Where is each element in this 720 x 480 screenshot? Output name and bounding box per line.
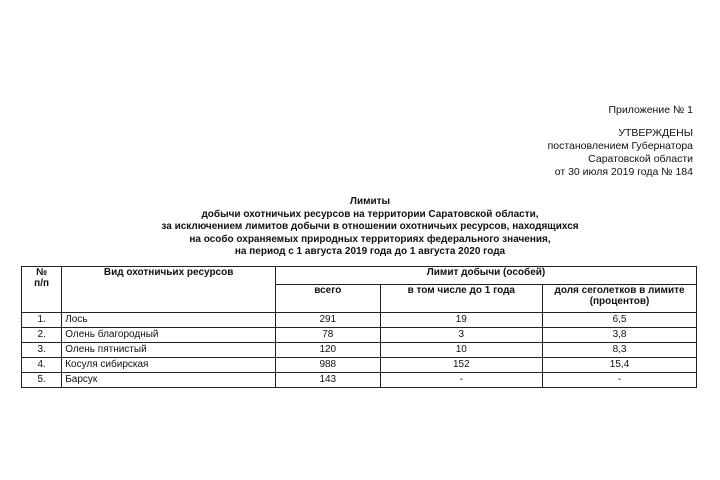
approval-line-date: от 30 июля 2019 года № 184 [554,166,693,178]
row-share: 6,5 [543,313,697,328]
table-row [22,328,697,343]
title-line-3: за исключением лимитов добычи в отношении охотничьих ресурсов, находящихся [161,221,579,232]
row-resource: Олень благородный [62,328,276,343]
appendix-label: Приложение № 1 [608,104,693,116]
row-total: 988 [276,358,381,373]
header-number [22,267,62,313]
row-total: 291 [276,313,381,328]
row-number: 1. [22,313,62,328]
header-limit: Лимит добычи (особей) [276,267,697,285]
table-row [22,343,697,358]
row-under-one-year: 3 [380,328,543,343]
row-number: 5. [22,373,62,388]
row-resource: Косуля сибирская [62,358,276,373]
row-number: 2. [22,328,62,343]
header-number-abbr: п/п [34,278,50,289]
row-share: 15,4 [543,358,697,373]
row-resource: Лось [62,313,276,328]
title-line-1: Лимиты [349,196,391,207]
table-header-row [22,267,697,285]
row-resource: Олень пятнистый [62,343,276,358]
title-line-4: на особо охраняемых природных территориях федерального значения, [189,233,551,245]
approval-line-approved: УТВЕРЖДЕНЫ [618,127,693,139]
approval-stamp [373,127,693,179]
title-line-5: на период с 1 августа 2019 года до 1 августа 2020 года [234,246,506,257]
row-under-one-year: 152 [380,358,543,373]
row-number: 4. [22,358,62,373]
row-number: 3. [22,343,62,358]
row-total: 120 [276,343,381,358]
limits-table [21,266,697,388]
row-under-one-year: - [380,373,543,388]
row-share: 3,8 [543,328,697,343]
row-under-one-year: 19 [380,313,543,328]
row-share: 8,3 [543,343,697,358]
row-resource: Барсук [62,373,276,388]
row-total: 143 [276,373,381,388]
approval-line-decree: постановлением Губернатора [547,140,693,152]
header-resource: Вид охотничьих ресурсов [62,267,276,313]
header-under-one-year: в том числе до 1 года [380,285,543,313]
approval-line-region: Саратовской области [588,153,693,165]
table-row [22,313,697,328]
table-row [22,358,697,373]
row-share: - [543,373,697,388]
row-total: 78 [276,328,381,343]
table-row [22,373,697,388]
header-number-sign: № [36,267,48,278]
title-line-2: добычи охотничьих ресурсов на территории Саратовской области, [201,208,539,220]
header-yearling-share: доля сеголетков в лимите (процентов) [543,285,697,313]
document-title [20,196,720,259]
header-total: всего [276,285,381,313]
row-under-one-year: 10 [380,343,543,358]
